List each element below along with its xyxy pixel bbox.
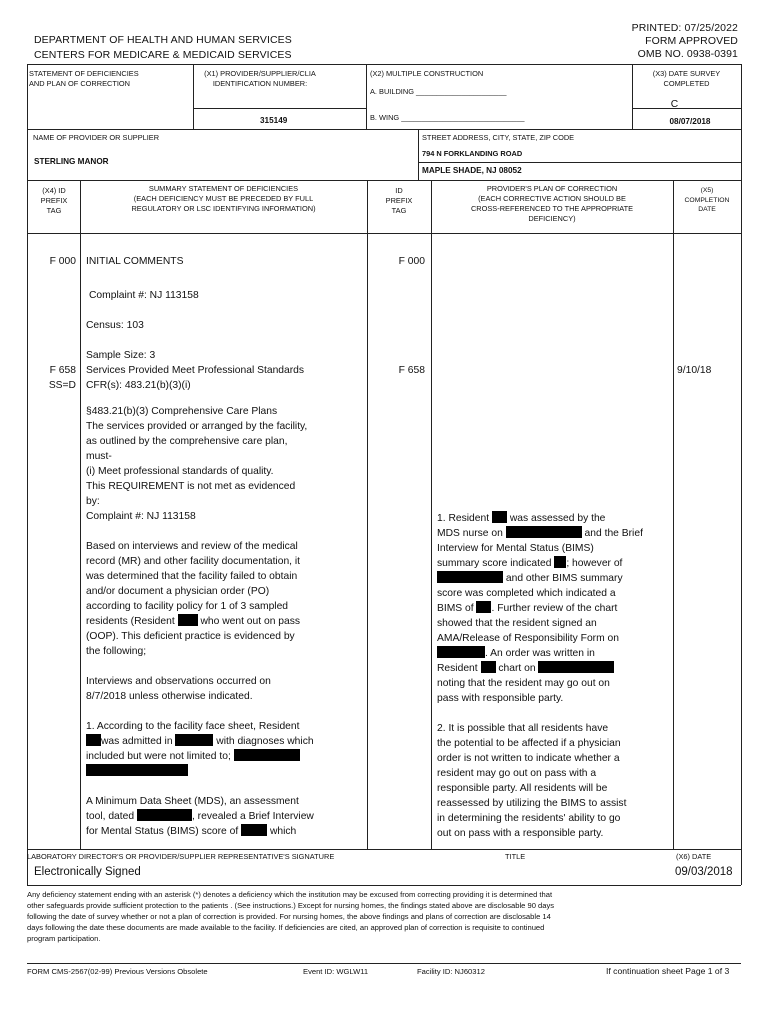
redaction (481, 661, 496, 673)
survey-c: C (670, 99, 679, 110)
mds-paragraph: A Minimum Data Sheet (MDS), an assessment tool, dated , revealed a Brief Interview for Mental Status (BIMS) score of which (86, 796, 314, 837)
interviews-paragraph: Interviews and observations occurred on 8/7/2018 unless otherwise indicated. (86, 676, 271, 702)
address-street: 794 N FORKLANDING ROAD (422, 149, 523, 158)
redaction (86, 734, 101, 746)
tag-f658: F 658 (49, 365, 76, 376)
signature-date: 09/03/2018 (675, 866, 733, 878)
redaction (137, 809, 192, 821)
redaction (437, 646, 485, 658)
initial-comments-title: INITIAL COMMENTS (86, 256, 184, 267)
form-number: FORM CMS-2567(02-99) Previous Versions Obsolete (27, 967, 208, 976)
page-number: If continuation sheet Page 1 of 3 (606, 966, 730, 976)
id-header: ID PREFIX TAG (385, 186, 413, 215)
redaction (234, 749, 300, 761)
x2-wing: B. WING ______________________________ (370, 113, 525, 122)
plan-header: PROVIDER'S PLAN OF CORRECTION (EACH CORRECTIVE ACTION SHOULD BE CROSS-REFERENCED TO THE APPROPRIATE DEFICIENCY) (470, 184, 634, 223)
form-approved: FORM APPROVED (645, 35, 738, 47)
findings-paragraph: Based on interviews and review of the medical record (MR) and other facility documentation, it was determined that the facility failed to obtain and/or document a physician order (PO) according to facility policy for 1 of 3 sampled residents (Resident who went out on pass (OOP). This deficient practice is evidenced by the following; (86, 541, 301, 657)
tag-f000: F 000 (49, 256, 76, 267)
date-label: (X6) DATE (676, 852, 712, 861)
redaction (476, 601, 491, 613)
scope-severity: SS=D (48, 380, 76, 391)
redaction (437, 571, 503, 583)
disclaimer: Any deficiency statement ending with an asterisk (*) denotes a deficiency which the institution may be excused from correcting providing it is determined that other safeguards provide sufficient protection to the patients . (See instructions.) Except for nursing homes, the findings stated above are disclosable 90 days following the date of survey whether or not a plan of correction is provided. For nursing homes, the above findings and plans of correction are disclosable 14 days following the date these documents are made available to the facility. If deficiencies are cited, an approved plan of correction is requisite to continued program participation. (27, 890, 555, 943)
plan-item-2: 2. It is possible that all residents have the potential to be affected if a physician order is not written to indicate whether a resident may go out on pass with a responsible party. All residents will be reassessed by utilizing the BIMS to assist in determining the residents' ability to go out on pass with a responsible party. (437, 723, 627, 839)
x2-building: A. BUILDING ______________________ (370, 87, 507, 96)
form-header-right (632, 22, 738, 61)
department-name: DEPARTMENT OF HEALTH AND HUMAN SERVICES (34, 34, 292, 46)
complaint-number-2: Complaint #: NJ 113158 (86, 511, 196, 522)
statement-label: STATEMENT OF DEFICIENCIES AND PLAN OF CORRECTION (29, 69, 139, 88)
id-f658: F 658 (398, 365, 425, 376)
redaction (175, 734, 213, 746)
x4-header: (X4) ID PREFIX TAG (40, 186, 68, 215)
provider-name: STERLING MANOR (34, 157, 109, 166)
complaint-number: Complaint #: NJ 113158 (89, 290, 199, 301)
f658-cfr: CFR(s): 483.21(b)(3)(i) (86, 380, 191, 391)
summary-header: SUMMARY STATEMENT OF DEFICIENCIES (EACH DEFICIENCY MUST BE PRECEDED BY FULL REGULATORY OR LSC IDENTIFYING INFORMATION) (131, 184, 316, 213)
x3-label: (X3) DATE SURVEY COMPLETED (652, 69, 721, 88)
agency-header (34, 33, 292, 63)
x5-header: (X5) COMPLETION DATE (684, 187, 730, 213)
redaction (538, 661, 614, 673)
finding-1: 1. According to the facility face sheet, Resident was admitted in with diagnoses which included but were not limited to; (86, 719, 366, 779)
omb-number: OMB NO. 0938-0391 (637, 48, 738, 60)
redaction (241, 824, 267, 836)
provider-id: 315149 (260, 116, 288, 125)
address-city: MAPLE SHADE, NJ 08052 (422, 166, 522, 175)
census: Census: 103 (86, 320, 144, 331)
redaction (506, 526, 582, 538)
x2-label: (X2) MULTIPLE CONSTRUCTION (370, 69, 484, 78)
f658-title: Services Provided Meet Professional Standards (86, 365, 305, 376)
redaction (554, 556, 566, 568)
signature-label: LABORATORY DIRECTOR'S OR PROVIDER/SUPPLIER REPRESENTATIVE'S SIGNATURE (27, 852, 335, 861)
sample-size: Sample Size: 3 (86, 350, 156, 361)
summary-column (86, 254, 366, 839)
printed-date: PRINTED: 07/25/2022 (631, 22, 738, 34)
address-label: STREET ADDRESS, CITY, STATE, ZIP CODE (422, 133, 575, 142)
redaction (492, 511, 507, 523)
event-id: Event ID: WGLW11 (303, 967, 369, 976)
provider-name-label: NAME OF PROVIDER OR SUPPLIER (33, 133, 160, 142)
facility-id: Facility ID: NJ60312 (417, 967, 485, 976)
survey-date: 08/07/2018 (669, 117, 711, 126)
redaction (86, 764, 188, 776)
regulation-text: §483.21(b)(3) Comprehensive Care Plans The services provided or arranged by the facility, as outlined by the comprehensive care plan, must- (i) Meet professional standards of quality. This REQUIREMENT is not met as evidenced by: (86, 406, 308, 507)
centers-name: CENTERS FOR MEDICARE & MEDICAID SERVICES (34, 49, 292, 61)
id-f000: F 000 (398, 256, 425, 267)
plan-column: 1. Resident was assessed by the MDS nurse on and the Brief Interview for Mental Status (BIMS) summary score indicated ; however of and other BIMS summary score was completed which indicated a BIMS of . Further review of the chart showed that the resident signed an AMA/Release of Responsibility Form on . An order was written in Resident chart on noting that the resident may go out on pass with responsible party. 2. It is possible that all residents have the potential to be affected if a physician order is not written to indicate whether a resident may go out on pass with a responsible party. All residents will be reassessed by utilizing the BIMS to assist in determining the residents' ability to go out on pass with a responsible party. (437, 511, 673, 841)
signature-value: Electronically Signed (34, 866, 141, 878)
redaction (178, 614, 198, 626)
x1-label: (X1) PROVIDER/SUPPLIER/CLIA IDENTIFICATION NUMBER: (204, 69, 316, 88)
completion-date: 9/10/18 (677, 365, 712, 376)
title-label: TITLE (505, 852, 526, 861)
